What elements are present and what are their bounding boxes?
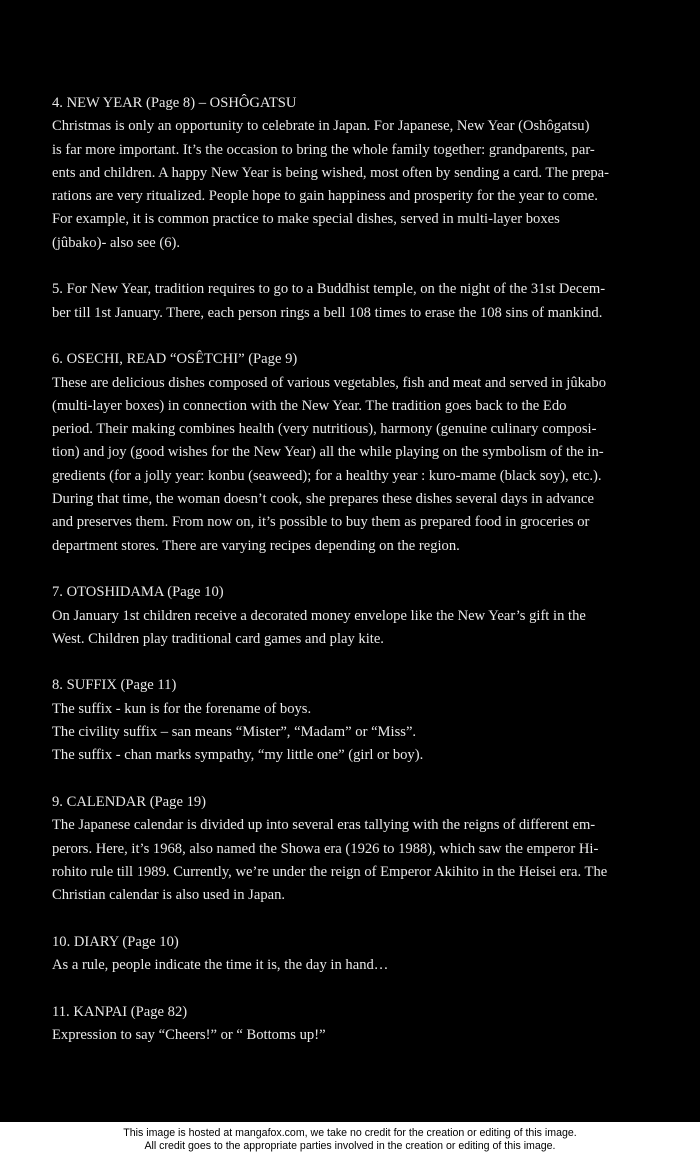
note-section: [52, 278, 652, 325]
hosting-credit-line-2: All credit goes to the appropriate parties involved in the creation or editing of this image.: [144, 1140, 556, 1152]
note-text-line: The civility suffix – san means “Mister”, “Madam” or “Miss”.: [52, 724, 417, 741]
note-text-line: ents and children. A happy New Year is being wished, most often by sending a card. The prepa-: [52, 164, 610, 181]
note-heading: 6. OSECHI, READ “OSÊTCHI” (Page 9): [52, 351, 298, 368]
translation-notes: [52, 92, 652, 1070]
note-heading: 9. CALENDAR (Page 19): [52, 793, 207, 810]
note-text-line: As a rule, people indicate the time it is, the day in hand…: [52, 956, 389, 973]
note-text-line: During that time, the woman doesn’t cook, she prepares these dishes several days in advance: [52, 491, 594, 508]
note-text-line: 5. For New Year, tradition requires to go to a Buddhist temple, on the night of the 31st Decem-: [52, 281, 606, 298]
note-text-line: and preserves them. From now on, it’s possible to buy them as prepared food in groceries or: [52, 514, 590, 531]
note-text-line: (jûbako)- also see (6).: [52, 234, 181, 251]
note-section: [52, 1001, 652, 1048]
note-text-line: Expression to say “Cheers!” or “ Bottoms up!”: [52, 1026, 326, 1043]
note-text-line: tion) and joy (good wishes for the New Year) all the while playing on the symbolism of the in-: [52, 444, 604, 461]
note-text-line: Christmas is only an opportunity to celebrate in Japan. For Japanese, New Year (Oshôgatsu): [52, 118, 590, 135]
note-text-line: The Japanese calendar is divided up into several eras tallying with the reigns of different em-: [52, 817, 596, 834]
note-text-line: ber till 1st January. There, each person rings a bell 108 times to erase the 108 sins of mankind.: [52, 304, 603, 321]
note-text-line: perors. Here, it’s 1968, also named the Showa era (1926 to 1988), which saw the emperor Hi-: [52, 840, 599, 857]
note-text-line: The suffix - chan marks sympathy, “my little one” (girl or boy).: [52, 747, 424, 764]
note-text-line: On January 1st children receive a decorated money envelope like the New Year’s gift in the: [52, 607, 586, 624]
hosting-credit-line-1: This image is hosted at mangafox.com, we take no credit for the creation or editing of this image.: [123, 1127, 577, 1139]
note-text-line: (multi-layer boxes) in connection with the New Year. The tradition goes back to the Edo: [52, 397, 567, 414]
note-section: [52, 348, 652, 558]
note-section: [52, 791, 652, 907]
note-heading: 11. KANPAI (Page 82): [52, 1003, 188, 1020]
note-section: [52, 92, 652, 255]
note-heading: 7. OTOSHIDAMA (Page 10): [52, 584, 224, 601]
note-text-line: Christian calendar is also used in Japan.: [52, 887, 286, 904]
note-heading: 8. SUFFIX (Page 11): [52, 677, 177, 694]
note-text-line: gredients (for a jolly year: konbu (seaweed); for a healthy year : kuro-mame (black soy), etc.).: [52, 467, 602, 484]
note-section: [52, 931, 652, 978]
note-text-line: department stores. There are varying recipes depending on the region.: [52, 537, 460, 554]
hosting-credit-footer: [0, 1127, 700, 1153]
note-text-line: is far more important. It’s the occasion to bring the whole family together: grandparents, par-: [52, 141, 595, 158]
note-text-line: The suffix - kun is for the forename of boys.: [52, 700, 312, 717]
note-text-line: West. Children play traditional card games and play kite.: [52, 630, 384, 647]
note-text-line: These are delicious dishes composed of various vegetables, fish and meat and served in jûkabo: [52, 374, 606, 391]
note-heading: 4. NEW YEAR (Page 8) – OSHÔGATSU: [52, 95, 297, 111]
note-section: [52, 674, 652, 767]
note-section: [52, 581, 652, 651]
note-text-line: rohito rule till 1989. Currently, we’re under the reign of Emperor Akihito in the Heisei era. The: [52, 863, 608, 880]
note-heading: 10. DIARY (Page 10): [52, 933, 179, 950]
note-text-line: For example, it is common practice to make special dishes, served in multi-layer boxes: [52, 211, 560, 228]
note-text-line: rations are very ritualized. People hope to gain happiness and prosperity for the year to come.: [52, 188, 598, 205]
note-text-line: period. Their making combines health (very nutritious), harmony (genuine culinary composi-: [52, 421, 597, 438]
